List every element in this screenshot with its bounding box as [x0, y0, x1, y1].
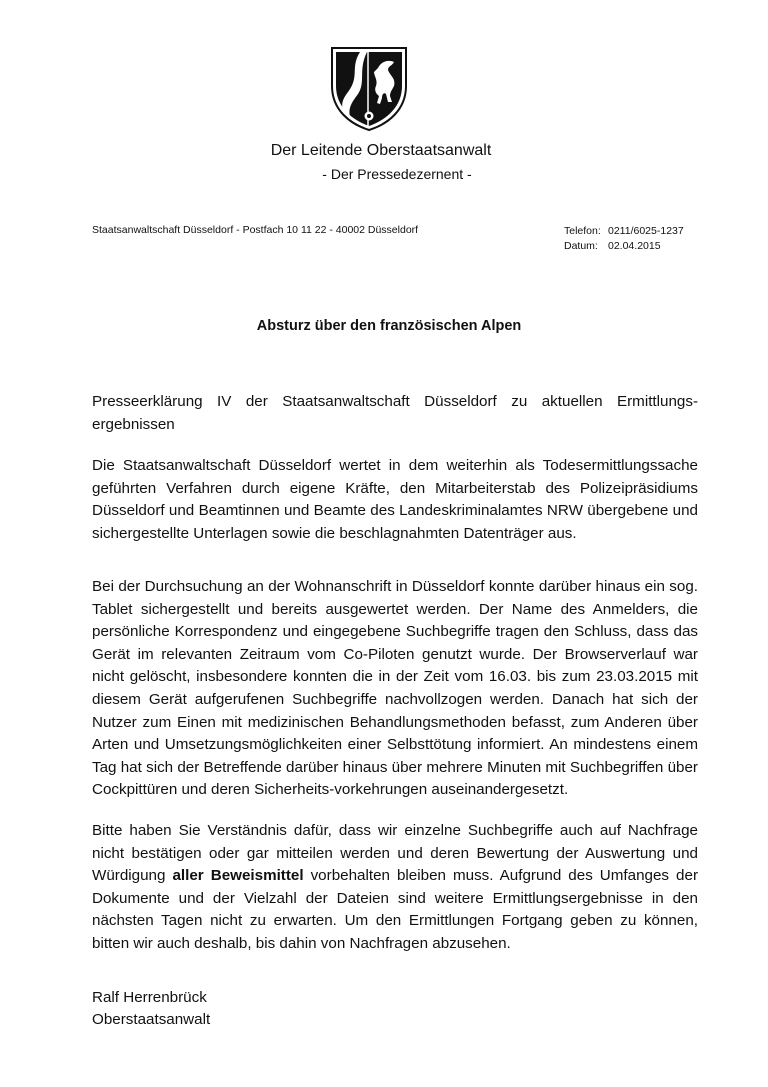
p3-text-before: Bitte haben Sie Verständnis dafür, dass wir einzelne Suchbegriffe auch auf Nachfrage nicht bestätigen oder gar mitteilen werden und deren Bewertung der Auswertung und Würdigung — [92, 822, 698, 885]
subject-heading — [0, 318, 768, 334]
letterhead-subtitle — [0, 166, 768, 182]
intro-paragraph: Presseerklärung IV der Staatsanwaltschaft Düsseldorf zu aktuellen Ermittlungs-ergebnissen — [92, 393, 698, 433]
body-paragraph-2: Bei der Durchsuchung an der Wohnanschrift in Düsseldorf konnte darüber hinaus ein sog. Tablet sichergestellt und bereits ausgewertet werden. Der Name des Anmelders, die persönliche Korrespondenz und eingegebene Suchbegriffe tragen den Schluss, dass das Gerät im relevanten Zeitraum vom Co-Piloten genutzt wurde. Der Browserverlauf war nicht gelöscht, insbesondere konnten die in der Zeit vom 16.03. bis zum 23.03.2015 mit diesem Gerät aufgerufenen Suchbegriffe nachvollzogen werden. Danach hat sich der Nutzer zum Einen mit medizinischen Behandlungsmethoden befasst, zum Anderen über Arten und Umsetzungsmöglichkeiten einer Selbsttötung informiert. An mindestens einem Tag hat sich der Betreffende darüber hinaus über mehrere Minuten mit Suchbegriffen über Cockpittüren und deren Sicherheits-vorkehrungen auseinandergesetzt. — [92, 578, 698, 799]
letterhead-subtitle-text: - Der Pressedezernent - — [322, 166, 472, 182]
date-value: 02.04.2015 — [608, 240, 661, 252]
document-meta — [564, 224, 684, 254]
phone-value: 0211/6025-1237 — [608, 225, 684, 237]
signature-block — [92, 987, 210, 1031]
phone-label: Telefon: — [564, 225, 601, 237]
date-label: Datum: — [564, 240, 598, 252]
date-row — [564, 239, 684, 254]
nrw-coat-of-arms-icon — [330, 46, 408, 132]
body-paragraph-3 — [92, 820, 698, 956]
signature-name: Ralf Herrenbrück — [92, 989, 207, 1006]
phone-row — [564, 224, 684, 239]
signature-title: Oberstaatsanwalt — [92, 1011, 211, 1028]
sender-address: Staatsanwaltschaft Düsseldorf - Postfach 10 11 22 - 40002 Düsseldorf — [92, 224, 419, 236]
letterhead-title — [0, 142, 768, 160]
p3-bold-text: aller Beweismittel — [172, 867, 304, 885]
p3-text-after: vorbehalten bleiben muss. Aufgrund des Umfanges der Dokumente und der Vielzahl der Dateien sind weitere Ermittlungsergebnisse in den nächsten Tagen nicht zu erwarten. Um den Ermittlungen Fortgang geben zu können, bitten wir auch deshalb, bis dahin von Nachfragen abzusehen. — [92, 867, 698, 952]
letterhead-title-text: Der Leitende Oberstaatsanwalt — [270, 142, 492, 159]
body-paragraph-1: Die Staatsanwaltschaft Düsseldorf wertet in dem weiterhin als Todesermittlungssache geführten Verfahren durch eigene Kräfte, den Mitarbeiterstab des Polizeipräsidiums Düsseldorf und Beamtinnen und Beamte des Landeskriminalamtes NRW übergebene und sichergestellte Unterlagen sowie die beschlagnahmten Datenträger aus. — [92, 457, 698, 542]
subject-text: Absturz über den französischen Alpen — [256, 318, 522, 334]
